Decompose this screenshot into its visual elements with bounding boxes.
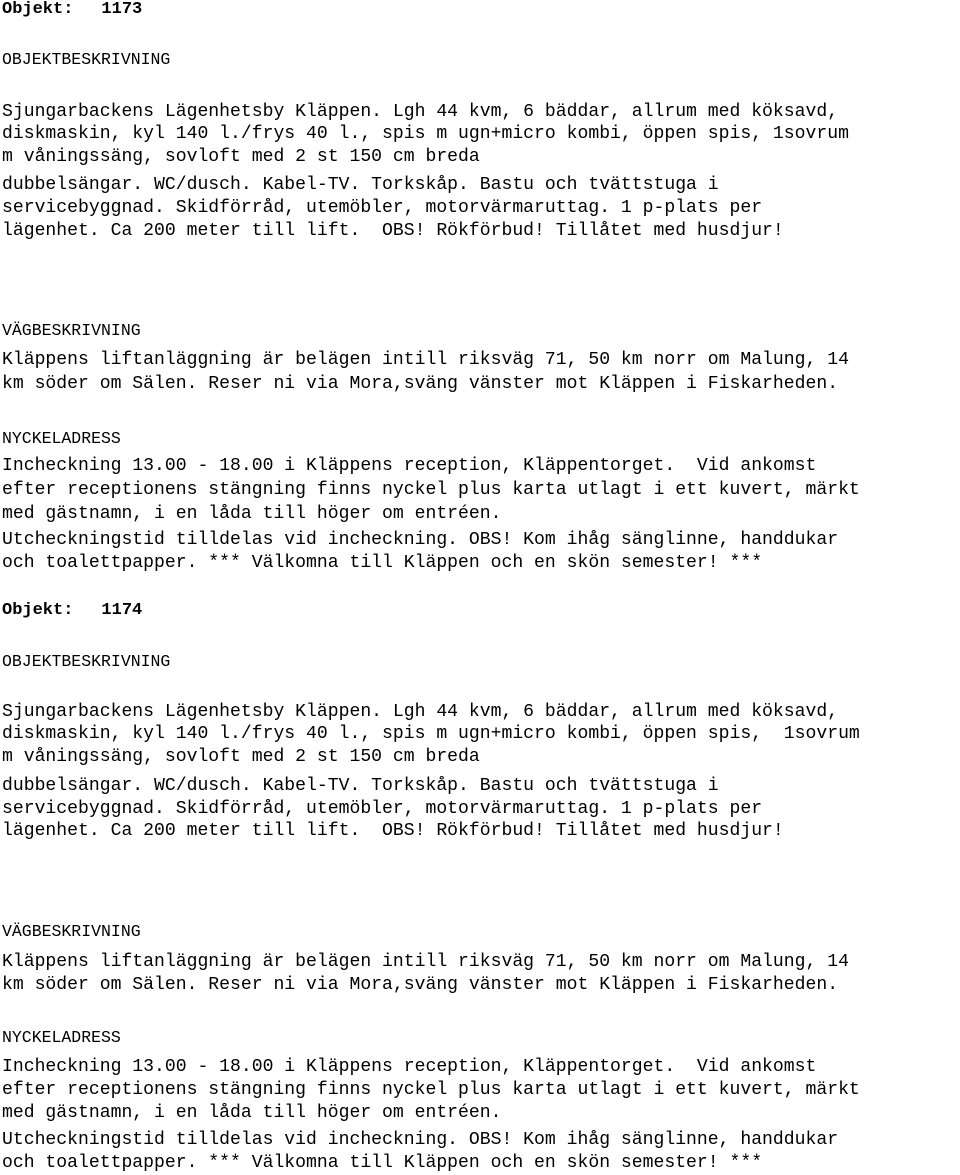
key-address-line: Utcheckningstid tilldelas vid incheckning. OBS! Kom ihåg sänglinne, handdukar [2, 530, 839, 550]
object-label: Objekt: [2, 601, 74, 620]
key-address-line: med gästnamn, i en låda till höger om entréen. [2, 1103, 502, 1123]
section-heading-key-address: NYCKELADRESS [2, 429, 121, 448]
key-address-line: och toalettpapper. *** Välkomna till Kläppen och en skön semester! *** [2, 1153, 763, 1173]
section-heading-route: VÄGBESKRIVNING [2, 321, 141, 340]
description-line: servicebyggnad. Skidförråd, utemöbler, motorvärmaruttag. 1 p-plats per [2, 198, 763, 218]
key-address-line: Incheckning 13.00 - 18.00 i Kläppens reception, Kläppentorget. Vid ankomst [2, 1057, 817, 1077]
key-address-line: Utcheckningstid tilldelas vid incheckning. OBS! Kom ihåg sänglinne, handdukar [2, 1130, 839, 1150]
route-line: km söder om Sälen. Reser ni via Mora,sväng vänster mot Kläppen i Fiskarheden. [2, 374, 839, 394]
description-line: m våningssäng, sovloft med 2 st 150 cm breda [2, 147, 480, 167]
description-line: Sjungarbackens Lägenhetsby Kläppen. Lgh 44 kvm, 6 bäddar, allrum med köksavd, [2, 102, 839, 122]
description-line: diskmaskin, kyl 140 l./frys 40 l., spis m ugn+micro kombi, öppen spis, 1sovrum [2, 724, 860, 744]
key-address-line: efter receptionens stängning finns nyckel plus karta utlagt i ett kuvert, märkt [2, 1080, 860, 1100]
object-number: 1174 [101, 601, 143, 620]
description-line: Sjungarbackens Lägenhetsby Kläppen. Lgh 44 kvm, 6 bäddar, allrum med köksavd, [2, 702, 839, 722]
object-label: Objekt: [2, 0, 74, 19]
object-header [2, 601, 142, 621]
description-line: dubbelsängar. WC/dusch. Kabel-TV. Torkskåp. Bastu och tvättstuga i [2, 776, 719, 796]
description-line: diskmaskin, kyl 140 l./frys 40 l., spis m ugn+micro kombi, öppen spis, 1sovrum [2, 124, 849, 144]
description-line: m våningssäng, sovloft med 2 st 150 cm breda [2, 747, 480, 767]
section-heading-description: OBJEKTBESKRIVNING [2, 50, 171, 69]
description-line: lägenhet. Ca 200 meter till lift. OBS! Rökförbud! Tillåtet med husdjur! [2, 821, 784, 841]
section-heading-route: VÄGBESKRIVNING [2, 922, 141, 941]
object-number: 1173 [101, 0, 143, 19]
description-line: servicebyggnad. Skidförråd, utemöbler, motorvärmaruttag. 1 p-plats per [2, 799, 763, 819]
route-line: Kläppens liftanläggning är belägen intill riksväg 71, 50 km norr om Malung, 14 [2, 952, 849, 972]
section-heading-key-address: NYCKELADRESS [2, 1028, 121, 1047]
route-line: Kläppens liftanläggning är belägen intill riksväg 71, 50 km norr om Malung, 14 [2, 350, 849, 370]
key-address-line: Incheckning 13.00 - 18.00 i Kläppens reception, Kläppentorget. Vid ankomst [2, 456, 817, 476]
description-line: dubbelsängar. WC/dusch. Kabel-TV. Torkskåp. Bastu och tvättstuga i [2, 175, 719, 195]
section-heading-description: OBJEKTBESKRIVNING [2, 652, 171, 671]
object-header [2, 0, 142, 20]
key-address-line: och toalettpapper. *** Välkomna till Kläppen och en skön semester! *** [2, 553, 763, 573]
key-address-line: med gästnamn, i en låda till höger om entréen. [2, 504, 502, 524]
key-address-line: efter receptionens stängning finns nyckel plus karta utlagt i ett kuvert, märkt [2, 480, 860, 500]
route-line: km söder om Sälen. Reser ni via Mora,sväng vänster mot Kläppen i Fiskarheden. [2, 975, 839, 995]
description-line: lägenhet. Ca 200 meter till lift. OBS! Rökförbud! Tillåtet med husdjur! [2, 221, 784, 241]
